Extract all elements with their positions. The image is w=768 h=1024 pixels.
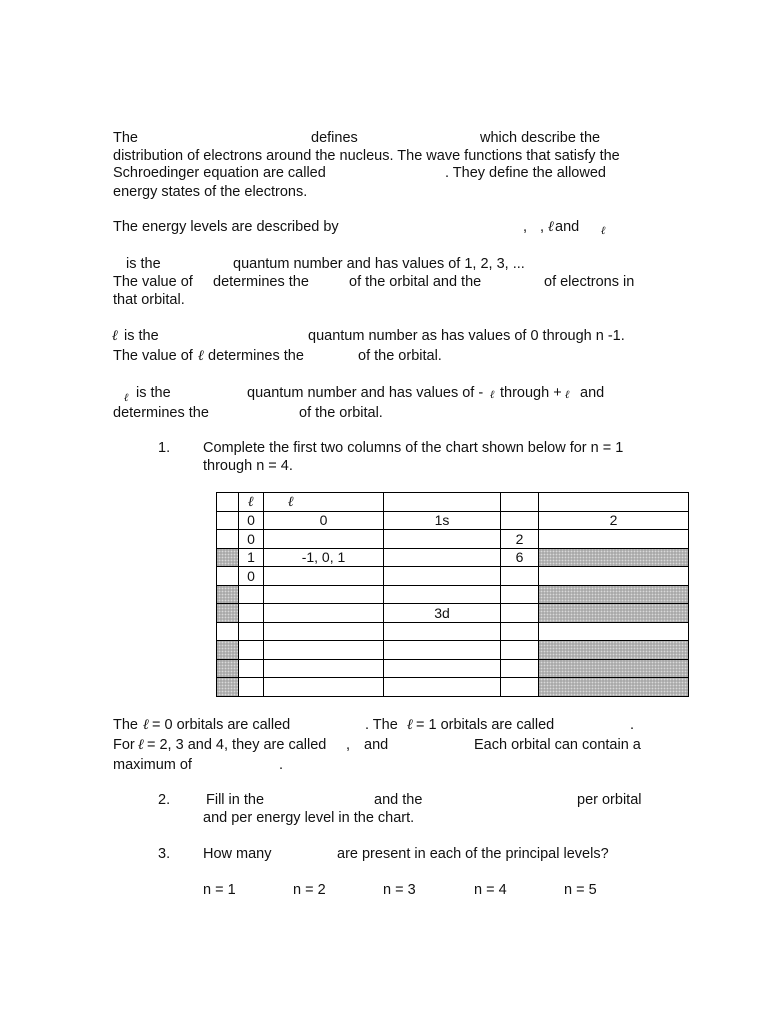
intro-line3b: . They define the allowed — [445, 165, 606, 181]
table-cell — [217, 622, 239, 641]
table-cell — [264, 604, 384, 623]
table-cell — [501, 511, 539, 530]
table-cell: 1s — [384, 511, 501, 530]
shaded-cell — [217, 641, 239, 660]
level-label: n = 1 — [203, 882, 236, 898]
after-the: The — [113, 717, 138, 733]
ml-of-orbital: of the orbital. — [299, 405, 383, 421]
question-number: 1. — [158, 440, 171, 456]
and-text: and — [555, 219, 580, 235]
question-text: How many — [203, 846, 272, 862]
ml-is-the: is the — [136, 385, 171, 401]
after-l234-called: = 2, 3 and 4, they are called — [147, 737, 327, 753]
table-cell — [217, 530, 239, 549]
shaded-cell — [217, 678, 239, 697]
table-cell — [501, 493, 539, 512]
ell-symbol: ℓ — [143, 716, 150, 733]
intro-defines: defines — [311, 130, 358, 146]
table-cell — [501, 604, 539, 623]
table-cell — [384, 493, 501, 512]
ml-symbol: ℓ — [124, 391, 129, 404]
intro-the: The — [113, 130, 138, 146]
shaded-cell — [217, 585, 239, 604]
table-cell — [501, 659, 539, 678]
ml-determines: determines the — [113, 405, 209, 421]
table-cell — [384, 678, 501, 697]
table-cell — [539, 493, 689, 512]
n-is-the: is the — [126, 256, 161, 272]
table-cell — [239, 604, 264, 623]
table-cell — [384, 641, 501, 660]
after-the2: . The — [365, 717, 398, 733]
table-cell — [239, 678, 264, 697]
ml-quantum-number: quantum number and has values of - — [247, 385, 484, 401]
ell-symbol-small: ℓ — [490, 388, 495, 401]
l-is-the: is the — [124, 328, 159, 344]
ml-through: through + — [500, 385, 562, 401]
table-cell — [217, 567, 239, 586]
shaded-cell — [217, 659, 239, 678]
table-cell — [501, 567, 539, 586]
table-cell: 0 — [239, 511, 264, 530]
table-row — [217, 622, 689, 641]
question-number: 3. — [158, 846, 171, 862]
period: . — [279, 757, 284, 773]
table-row — [217, 659, 689, 678]
ell-symbol: ℓ — [548, 218, 555, 235]
table-cell: 1 — [239, 548, 264, 567]
table-cell — [264, 530, 384, 549]
question-text: through n = 4. — [203, 458, 293, 474]
table-cell — [239, 641, 264, 660]
intro-which: which describe the — [480, 130, 601, 146]
question-text: and per energy level in the chart. — [203, 810, 415, 826]
comma: , — [523, 219, 528, 235]
table-cell — [501, 678, 539, 697]
table-row — [217, 604, 689, 623]
intro-line2: distribution of electrons around the nucleus. The wave functions that satisfy the — [113, 148, 620, 164]
ell-symbol: ℓ — [407, 716, 414, 733]
shaded-cell — [539, 585, 689, 604]
ell-symbol: ℓ — [112, 327, 119, 344]
l-of-orbital: of the orbital. — [358, 348, 442, 364]
level-label: n = 5 — [564, 882, 597, 898]
table-cell — [264, 641, 384, 660]
table-cell — [264, 567, 384, 586]
table-cell — [217, 511, 239, 530]
after-maximum: maximum of — [113, 757, 192, 773]
shaded-cell — [539, 548, 689, 567]
table-cell — [384, 567, 501, 586]
n-value-of: The value of — [113, 274, 193, 290]
comma: , — [346, 737, 351, 753]
shaded-cell — [539, 678, 689, 697]
table-cell — [239, 585, 264, 604]
table-cell — [217, 493, 239, 512]
table-row — [217, 641, 689, 660]
table-cell — [239, 622, 264, 641]
table-cell — [264, 678, 384, 697]
table-cell: 0 — [264, 511, 384, 530]
table-cell — [539, 567, 689, 586]
n-electrons-in: of electrons in — [544, 274, 635, 290]
level-label: n = 2 — [293, 882, 326, 898]
question-text: and the — [374, 792, 423, 808]
n-determines: determines the — [213, 274, 309, 290]
shaded-cell — [539, 659, 689, 678]
table-row — [217, 678, 689, 697]
shaded-cell — [539, 641, 689, 660]
table-cell: 0 — [239, 530, 264, 549]
table-cell — [501, 622, 539, 641]
ml-and: and — [580, 385, 605, 401]
table-cell — [384, 659, 501, 678]
question-text: are present in each of the principal levels? — [337, 846, 609, 862]
question-text: per orbital — [577, 792, 642, 808]
after-l1-called: = 1 orbitals are called — [416, 717, 555, 733]
ell-symbol: ℓ — [198, 347, 205, 364]
question-number: 2. — [158, 792, 171, 808]
table-header-l: ℓ — [239, 493, 264, 512]
table-cell — [264, 622, 384, 641]
after-for: For — [113, 737, 135, 753]
question-text: Complete the first two columns of the chart shown below for n = 1 — [203, 440, 624, 456]
table-row — [217, 493, 689, 512]
orbital-chart — [216, 492, 689, 697]
shaded-cell — [539, 604, 689, 623]
level-label: n = 4 — [474, 882, 507, 898]
table-cell — [384, 585, 501, 604]
period: . — [630, 717, 635, 733]
l-determines: determines the — [208, 348, 304, 364]
after-l0-called: = 0 orbitals are called — [152, 717, 291, 733]
comma: , — [540, 219, 545, 235]
table-row — [217, 548, 689, 567]
l-quantum-number: quantum number as has values of 0 through n -1. — [308, 328, 625, 344]
table-cell: 2 — [501, 530, 539, 549]
table-cell: 6 — [501, 548, 539, 567]
table-cell — [384, 622, 501, 641]
after-and: and — [364, 737, 389, 753]
question-text: Fill in the — [206, 792, 265, 808]
ml-symbol: ℓ — [601, 224, 606, 237]
level-label: n = 3 — [383, 882, 416, 898]
n-of-orbital: of the orbital and the — [349, 274, 482, 290]
after-each-orbital: Each orbital can contain a — [474, 737, 641, 753]
table-cell — [384, 530, 501, 549]
intro-line4: energy states of the electrons. — [113, 184, 308, 200]
table-cell: 2 — [539, 511, 689, 530]
n-that-orbital: that orbital. — [113, 292, 185, 308]
table-cell — [264, 659, 384, 678]
table-cell — [539, 622, 689, 641]
table-row — [217, 530, 689, 549]
shaded-cell — [217, 548, 239, 567]
table-cell — [501, 641, 539, 660]
n-quantum-number: quantum number and has values of 1, 2, 3, ... — [233, 256, 525, 272]
ell-symbol-small: ℓ — [565, 388, 570, 401]
l-value-of: The value of — [113, 348, 193, 364]
ell-symbol: ℓ — [138, 736, 145, 753]
table-cell — [239, 659, 264, 678]
table-row — [217, 567, 689, 586]
table-cell — [501, 585, 539, 604]
energy-levels-text: The energy levels are described by — [113, 219, 339, 235]
table-row — [217, 585, 689, 604]
table-cell — [539, 530, 689, 549]
shaded-cell — [217, 604, 239, 623]
table-cell: 0 — [239, 567, 264, 586]
table-cell: 3d — [384, 604, 501, 623]
table-header-ml: ℓ — [264, 493, 384, 512]
table-cell — [264, 585, 384, 604]
table-cell — [384, 548, 501, 567]
table-row — [217, 511, 689, 530]
intro-line3a: Schroedinger equation are called — [113, 165, 326, 181]
table-cell: -1, 0, 1 — [264, 548, 384, 567]
